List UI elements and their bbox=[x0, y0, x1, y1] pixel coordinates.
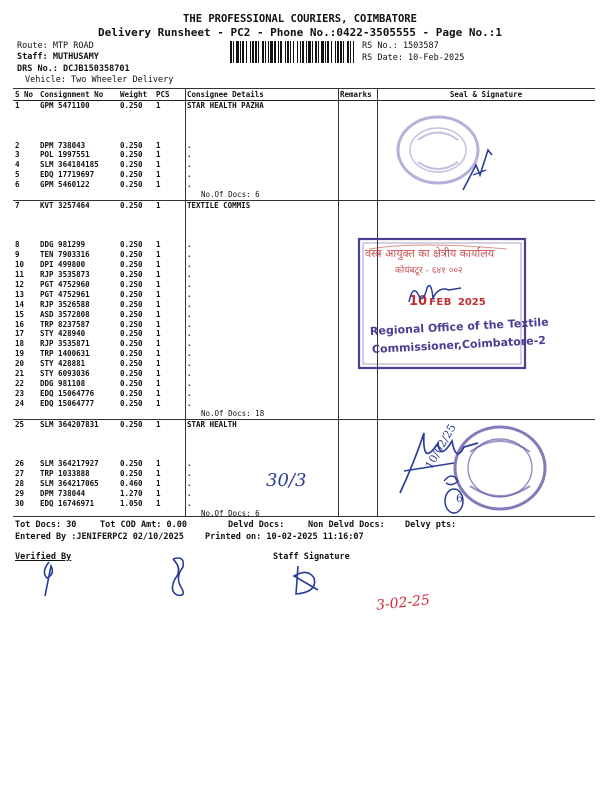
tot-cod-amt: Tot COD Amt: 0.00 bbox=[100, 520, 187, 530]
barcode-bar bbox=[270, 41, 273, 63]
sno-cell: 27 bbox=[15, 468, 25, 478]
handwritten-signature-3 bbox=[394, 423, 514, 522]
staff-label: Staff: MUTHUSAMY bbox=[17, 52, 99, 62]
col-consignee: Consignee Details bbox=[185, 89, 338, 101]
barcode-bar bbox=[293, 41, 294, 63]
weight-cell: 0.250 bbox=[120, 339, 143, 349]
consignment-cell: GPM 5460122 bbox=[40, 180, 90, 190]
stamp-office-line-1: Regional Office of the Textile bbox=[369, 315, 549, 338]
weight-cell: 0.250 bbox=[120, 101, 143, 110]
pcs-cell: 1 bbox=[156, 240, 161, 250]
consignee-cell: . bbox=[187, 299, 192, 309]
weight-cell: 0.250 bbox=[120, 388, 143, 398]
spacer-row bbox=[13, 221, 595, 231]
pcs-cell: 1 bbox=[156, 398, 161, 408]
barcode-bar bbox=[318, 41, 319, 63]
barcode-bar bbox=[290, 41, 291, 63]
barcode-bar bbox=[327, 41, 329, 63]
barcode-bar bbox=[321, 41, 324, 63]
weight-cell: 0.250 bbox=[120, 170, 143, 180]
weight-cell: 0.250 bbox=[120, 150, 143, 160]
col-remarks: Remarks bbox=[338, 89, 377, 101]
rs-date: RS Date: 10-Feb-2025 bbox=[362, 53, 465, 63]
weight-cell: 0.250 bbox=[120, 319, 143, 329]
weight-cell: 0.250 bbox=[120, 459, 143, 469]
sno-cell: 19 bbox=[15, 349, 25, 359]
consignment-cell: RJP 3526588 bbox=[40, 299, 90, 309]
stamp-hindi-line-1: वस्त्र आयुक्त का क्षेत्रीय कार्यालय bbox=[365, 247, 495, 260]
docs-count-row bbox=[13, 190, 595, 200]
barcode-bar bbox=[280, 41, 282, 63]
route-label: Route: MTP ROAD bbox=[17, 41, 94, 51]
sno-cell: 23 bbox=[15, 388, 25, 398]
rs-number: RS No.: 1503587 bbox=[362, 41, 439, 51]
weight-cell: 0.250 bbox=[120, 378, 143, 388]
barcode-bar bbox=[325, 41, 326, 63]
barcode-bar bbox=[297, 41, 298, 63]
pcs-cell: 1 bbox=[156, 250, 161, 260]
barcode-bar bbox=[287, 41, 289, 63]
pcs-cell: 1 bbox=[156, 101, 161, 110]
remarks-cell bbox=[338, 150, 377, 160]
remarks-cell bbox=[338, 101, 377, 111]
barcode-bar bbox=[265, 41, 266, 63]
col-consignment: Consignment No bbox=[38, 89, 118, 101]
stamp-date-month: FEB bbox=[429, 297, 452, 308]
consignee-cell: . bbox=[187, 160, 192, 170]
pcs-cell: 1 bbox=[156, 170, 161, 180]
consignment-cell: DDG 981108 bbox=[40, 378, 86, 388]
seal-cell bbox=[377, 200, 595, 210]
barcode-bar bbox=[262, 41, 264, 63]
pcs-cell: 1 bbox=[156, 468, 161, 478]
weight-cell: 0.250 bbox=[120, 140, 143, 150]
sno-cell: 14 bbox=[15, 299, 25, 309]
consignment-cell: DPM 738044 bbox=[40, 488, 86, 498]
consignee-cell: . bbox=[187, 498, 192, 508]
barcode-bar bbox=[302, 41, 304, 63]
pcs-cell: 1 bbox=[156, 329, 161, 339]
weight-cell: 0.250 bbox=[120, 180, 143, 190]
sno-cell: 5 bbox=[15, 170, 20, 180]
sno-cell: 29 bbox=[15, 488, 25, 498]
pcs-cell: 1 bbox=[156, 280, 161, 290]
consignee-cell: . bbox=[187, 270, 192, 280]
consignment-cell: TRP 1400631 bbox=[40, 349, 90, 359]
handwritten-red-note: 3-02-25 bbox=[375, 592, 431, 614]
remarks-cell bbox=[338, 379, 377, 389]
sno-cell: 8 bbox=[15, 240, 20, 250]
docs-count: No.Of Docs: 6 bbox=[201, 190, 260, 200]
pcs-cell: 1 bbox=[156, 299, 161, 309]
weight-cell: 0.250 bbox=[120, 289, 143, 299]
consignment-cell: PGT 4752961 bbox=[40, 289, 90, 299]
table-row bbox=[13, 160, 595, 170]
consignee-cell: STAR HEALTH PAZHA bbox=[187, 101, 264, 110]
pcs-cell: 1 bbox=[156, 349, 161, 359]
verified-by: Verified By bbox=[15, 552, 72, 562]
remarks-cell bbox=[338, 479, 377, 489]
sno-cell: 12 bbox=[15, 280, 25, 290]
weight-cell: 0.250 bbox=[120, 270, 143, 280]
seal-cell bbox=[377, 399, 595, 409]
remarks-cell bbox=[338, 399, 377, 409]
barcode-bar bbox=[285, 41, 286, 63]
barcode-bar bbox=[242, 41, 244, 63]
barcode-bar bbox=[306, 41, 307, 63]
consignment-cell: RJP 3535871 bbox=[40, 339, 90, 349]
weight-cell: 0.250 bbox=[120, 280, 143, 290]
sno-cell: 30 bbox=[15, 498, 25, 508]
spacer-row bbox=[13, 121, 595, 131]
handwritten-signature-1 bbox=[458, 145, 498, 199]
col-seal: Seal & Signature bbox=[377, 89, 595, 101]
remarks-cell bbox=[338, 200, 377, 210]
col-pcs: PCS bbox=[154, 89, 185, 101]
sno-cell: 26 bbox=[15, 459, 25, 469]
consignment-cell: PGT 4752960 bbox=[40, 280, 90, 290]
consignment-cell: EDQ 16746971 bbox=[40, 498, 95, 508]
sno-cell: 4 bbox=[15, 160, 20, 170]
remarks-cell bbox=[338, 180, 377, 190]
weight-cell: 0.250 bbox=[120, 359, 143, 369]
weight-cell: 0.250 bbox=[120, 349, 143, 359]
consignment-cell: ASD 3572808 bbox=[40, 309, 90, 319]
sno-cell: 22 bbox=[15, 378, 25, 388]
consignee-cell: TEXTILE COMMIS bbox=[187, 200, 251, 210]
pcs-cell: 1 bbox=[156, 419, 161, 429]
staff-signature bbox=[288, 562, 328, 602]
docs-count: No.Of Docs: 18 bbox=[201, 408, 265, 418]
sno-cell: 2 bbox=[15, 140, 20, 150]
barcode-bar bbox=[331, 41, 332, 63]
stamp-hindi-line-2: कोयंबटूर - ६४१ ००२ bbox=[395, 266, 463, 276]
table-row bbox=[13, 200, 595, 210]
spacer-row bbox=[13, 131, 595, 141]
remarks-cell bbox=[338, 419, 377, 429]
remarks-cell bbox=[338, 389, 377, 399]
remarks-cell bbox=[338, 141, 377, 151]
consignee-cell: . bbox=[187, 339, 192, 349]
pcs-cell: 1 bbox=[156, 488, 161, 498]
pcs-cell: 1 bbox=[156, 289, 161, 299]
consignment-cell: EDQ 15064777 bbox=[40, 398, 95, 408]
barcode-bar bbox=[300, 41, 301, 63]
stamp-date-year: 2025 bbox=[457, 297, 486, 308]
barcode-bar bbox=[340, 41, 342, 63]
barcode-bar bbox=[312, 41, 313, 63]
pcs-cell: 1 bbox=[156, 388, 161, 398]
barcode-bar bbox=[278, 41, 279, 63]
remarks-cell bbox=[338, 499, 377, 509]
consignment-cell: EDQ 17719697 bbox=[40, 170, 95, 180]
barcode-bar bbox=[347, 41, 349, 63]
pcs-cell: 1 bbox=[156, 200, 161, 210]
consignment-cell: TEN 7903316 bbox=[40, 250, 90, 260]
table-row bbox=[13, 170, 595, 180]
entered-by: Entered By :JENIFERPC2 02/10/2025 bbox=[15, 532, 184, 542]
consignee-cell: . bbox=[187, 240, 192, 250]
consignment-cell: SLM 364207831 bbox=[40, 419, 99, 429]
consignment-cell: SLM 364184185 bbox=[40, 160, 99, 170]
sno-cell: 21 bbox=[15, 369, 25, 379]
weight-cell: 0.250 bbox=[120, 160, 143, 170]
consignee-cell: . bbox=[187, 369, 192, 379]
barcode-bar bbox=[308, 41, 311, 63]
handwritten-signature-2 bbox=[405, 278, 465, 312]
consignee-cell: . bbox=[187, 260, 192, 270]
barcode-bar bbox=[252, 41, 254, 63]
barcode-bar bbox=[258, 41, 259, 63]
consignment-cell: DPI 499800 bbox=[40, 260, 86, 270]
consignment-cell: SLM 364217065 bbox=[40, 478, 99, 488]
barcode-bar bbox=[255, 41, 257, 63]
pcs-cell: 1 bbox=[156, 459, 161, 469]
consignee-cell: . bbox=[187, 349, 192, 359]
table-row bbox=[13, 399, 595, 409]
barcode-bar bbox=[315, 41, 317, 63]
table-row bbox=[13, 141, 595, 151]
table-row bbox=[13, 101, 595, 111]
drs-number: DRS No.: DCJB150358701 bbox=[17, 64, 130, 74]
seal-cell bbox=[377, 389, 595, 399]
delvd-docs: Delvd Docs: bbox=[228, 520, 285, 530]
weight-cell: 0.250 bbox=[120, 369, 143, 379]
pcs-cell: 1 bbox=[156, 369, 161, 379]
consignee-cell: . bbox=[187, 150, 192, 160]
stamp-office-line-2: Commissioner,Coimbatore-2 bbox=[371, 333, 547, 356]
consignee-cell: . bbox=[187, 388, 192, 398]
consignee-cell: . bbox=[187, 478, 192, 488]
barcode-bar bbox=[230, 41, 232, 63]
stamp-date-day: 10 bbox=[409, 294, 428, 309]
consignment-cell: SLM 364217927 bbox=[40, 459, 99, 469]
consignment-cell: STY 6093036 bbox=[40, 369, 90, 379]
vehicle-label: Vehicle: Two Wheeler Delivery bbox=[25, 75, 174, 85]
weight-cell: 0.250 bbox=[120, 260, 143, 270]
consignee-cell: . bbox=[187, 378, 192, 388]
weight-cell: 0.250 bbox=[120, 398, 143, 408]
non-delvd-docs: Non Delvd Docs: bbox=[308, 520, 385, 530]
company-name: THE PROFESSIONAL COURIERS, COIMBATORE bbox=[183, 13, 417, 25]
pcs-cell: 1 bbox=[156, 339, 161, 349]
spacer-row bbox=[13, 211, 595, 221]
table-header-row bbox=[13, 89, 595, 101]
sno-cell: 20 bbox=[15, 359, 25, 369]
sno-cell: 28 bbox=[15, 478, 25, 488]
pcs-cell: 1 bbox=[156, 180, 161, 190]
sno-cell: 3 bbox=[15, 150, 20, 160]
consignee-cell: . bbox=[187, 180, 192, 190]
pcs-cell: 1 bbox=[156, 309, 161, 319]
seal-cell bbox=[377, 379, 595, 389]
pcs-cell: 1 bbox=[156, 378, 161, 388]
weight-cell: 1.050 bbox=[120, 498, 143, 508]
consignment-cell: STY 428940 bbox=[40, 329, 86, 339]
tot-docs: Tot Docs: 30 bbox=[15, 520, 77, 530]
barcode-bar bbox=[268, 41, 269, 63]
table-row bbox=[13, 379, 595, 389]
sno-cell: 11 bbox=[15, 270, 25, 280]
docs-count: No.Of Docs: 6 bbox=[201, 508, 260, 518]
spacer-row bbox=[13, 111, 595, 121]
consignment-cell: RJP 3535873 bbox=[40, 270, 90, 280]
consignee-cell: . bbox=[187, 329, 192, 339]
consignee-cell: . bbox=[187, 170, 192, 180]
weight-cell: 0.250 bbox=[120, 468, 143, 478]
weight-cell: 1.270 bbox=[120, 488, 143, 498]
consignee-cell: . bbox=[187, 468, 192, 478]
barcode-bar bbox=[240, 41, 241, 63]
weight-cell: 0.250 bbox=[120, 200, 143, 210]
barcode-bar bbox=[343, 41, 344, 63]
sno-cell: 13 bbox=[15, 289, 25, 299]
table-row bbox=[13, 150, 595, 160]
sno-cell: 10 bbox=[15, 260, 25, 270]
consignee-cell: . bbox=[187, 459, 192, 469]
remarks-cell bbox=[338, 459, 377, 469]
consignee-cell: . bbox=[187, 319, 192, 329]
sno-cell: 9 bbox=[15, 250, 20, 260]
consignee-cell: . bbox=[187, 488, 192, 498]
consignee-cell: . bbox=[187, 359, 192, 369]
consignment-cell: DDG 981299 bbox=[40, 240, 86, 250]
barcode-bar bbox=[335, 41, 336, 63]
consignee-cell: . bbox=[187, 140, 192, 150]
consignment-cell: POL 1997551 bbox=[40, 150, 90, 160]
pcs-cell: 1 bbox=[156, 160, 161, 170]
sno-cell: 1 bbox=[15, 101, 20, 110]
consignee-cell: STAR HEALTH bbox=[187, 419, 237, 429]
remarks-cell bbox=[338, 489, 377, 499]
weight-cell: 0.250 bbox=[120, 419, 143, 429]
pcs-cell: 1 bbox=[156, 150, 161, 160]
barcode-bar bbox=[233, 41, 234, 63]
weight-cell: 0.250 bbox=[120, 299, 143, 309]
consignee-cell: . bbox=[187, 289, 192, 299]
sno-cell: 7 bbox=[15, 200, 20, 210]
consignment-cell: DPM 738043 bbox=[40, 140, 86, 150]
consignment-cell: EDQ 15064776 bbox=[40, 388, 95, 398]
barcode-bar bbox=[350, 41, 351, 63]
remarks-cell bbox=[338, 369, 377, 379]
sno-cell: 15 bbox=[15, 309, 25, 319]
pcs-cell: 1 bbox=[156, 359, 161, 369]
weight-cell: 0.250 bbox=[120, 309, 143, 319]
weight-cell: 0.460 bbox=[120, 478, 143, 488]
seal-cell bbox=[377, 369, 595, 379]
barcode-bar bbox=[236, 41, 239, 63]
table-row bbox=[13, 180, 595, 190]
consignee-cell: . bbox=[187, 398, 192, 408]
pcs-cell: 1 bbox=[156, 478, 161, 488]
sno-cell: 25 bbox=[15, 419, 25, 429]
barcode bbox=[230, 41, 355, 63]
consignment-cell: STY 428881 bbox=[40, 359, 86, 369]
staff-signature-label: Staff Signature bbox=[273, 552, 350, 562]
verified-signature-2 bbox=[165, 555, 195, 604]
weight-cell: 0.250 bbox=[120, 329, 143, 339]
page-title: Delivery Runsheet - PC2 - Phone No.:0422-3505555 - Page No.:1 bbox=[98, 26, 502, 39]
table-row bbox=[13, 389, 595, 399]
table-row bbox=[13, 369, 595, 379]
sno-cell: 24 bbox=[15, 398, 25, 408]
consignee-cell: . bbox=[187, 250, 192, 260]
col-weight: Weight bbox=[118, 89, 154, 101]
consignment-cell: GPM 5471100 bbox=[40, 101, 90, 110]
col-sno: S No bbox=[13, 89, 38, 101]
barcode-bar bbox=[250, 41, 251, 63]
remarks-cell bbox=[338, 170, 377, 180]
sno-cell: 6 bbox=[15, 180, 20, 190]
barcode-bar bbox=[274, 41, 276, 63]
verified-signature bbox=[35, 560, 65, 604]
sno-cell: 18 bbox=[15, 339, 25, 349]
consignee-cell: . bbox=[187, 280, 192, 290]
barcode-bar bbox=[337, 41, 339, 63]
consignment-cell: KVT 3257464 bbox=[40, 200, 90, 210]
docs-count-row bbox=[13, 409, 595, 419]
pcs-cell: 1 bbox=[156, 260, 161, 270]
consignment-cell: TRP 1033888 bbox=[40, 468, 90, 478]
pcs-cell: 1 bbox=[156, 270, 161, 280]
handwritten-date: 10/02/25 bbox=[422, 421, 459, 472]
remarks-cell bbox=[338, 469, 377, 479]
sno-cell: 16 bbox=[15, 319, 25, 329]
pcs-cell: 1 bbox=[156, 319, 161, 329]
weight-cell: 0.250 bbox=[120, 250, 143, 260]
weight-cell: 0.250 bbox=[120, 240, 143, 250]
sno-cell: 17 bbox=[15, 329, 25, 339]
pcs-cell: 1 bbox=[156, 498, 161, 508]
remarks-cell bbox=[338, 160, 377, 170]
pcs-cell: 1 bbox=[156, 140, 161, 150]
handwritten-circle-number: 6 bbox=[456, 492, 463, 505]
printed-on: Printed on: 10-02-2025 11:16:07 bbox=[205, 532, 364, 542]
consignee-cell: . bbox=[187, 309, 192, 319]
barcode-bar bbox=[353, 41, 354, 63]
handwritten-count: 30/3 bbox=[266, 470, 307, 491]
consignment-cell: TRP 8237587 bbox=[40, 319, 90, 329]
delvy-pts: Delvy pts: bbox=[405, 520, 457, 530]
barcode-bar bbox=[246, 41, 247, 63]
